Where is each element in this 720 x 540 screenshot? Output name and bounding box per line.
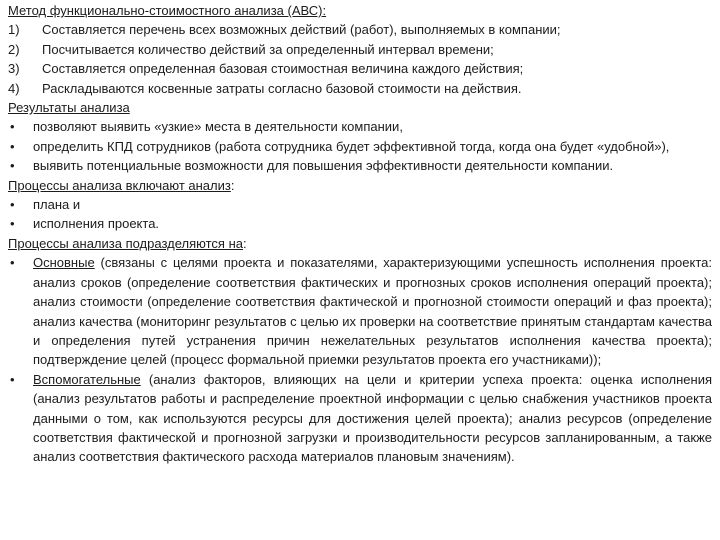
list-item-text: исполнения проекта.	[33, 216, 160, 232]
results-list	[8, 117, 712, 175]
includes-list	[8, 195, 712, 234]
steps-list	[8, 20, 712, 98]
bullet-icon: •	[10, 197, 15, 213]
bullet-icon: •	[10, 255, 15, 271]
list-item-text: плана и	[33, 197, 81, 213]
process-term: Вспомогательные	[33, 371, 141, 387]
bullet-icon: •	[10, 371, 15, 387]
includes-title-text: Процессы анализа включают анализ	[8, 177, 231, 193]
step-text: Составляется определенная базовая стоимостная величина каждого действия;	[42, 61, 524, 77]
step-number: 3)	[8, 61, 20, 77]
step-text: Посчитывается количество действий за определенный интервал времени;	[42, 41, 494, 57]
divided-title-colon: :	[242, 235, 247, 251]
list-item	[8, 137, 712, 156]
list-item	[8, 195, 712, 214]
step-text: Раскладываются косвенные затраты согласно базовой стоимости на действия.	[42, 80, 522, 96]
step-number: 4)	[8, 80, 20, 96]
list-item	[8, 214, 712, 233]
list-item	[8, 253, 712, 369]
list-item-text: выявить потенциальные возможности для повышения эффективности деятельности компании.	[33, 158, 614, 174]
step-text: Составляется перечень всех возможных действий (работ), выполняемых в компании;	[42, 22, 561, 38]
process-description: (связаны с целями проекта и показателями, характеризующими успешность исполнения проекта: анализ сроков (определение соответствия фактических и прогнозных сроков исполнения операций проекта); анализ стоимости (определение соответствия фактической и прогнозной стоимости операций и фаз проекта); анализ качества (мониторинг результатов с целью их проверки на соответствие принятым стандартам качества и определения путей устранения причин нежелательных результатов исполнения качества проекта); подтверждение целей (процесс формальной приемки результатов проекта его участниками));	[33, 255, 712, 368]
step-number: 1)	[8, 22, 20, 38]
list-item-text: определить КПД сотрудников (работа сотрудника будет эффективной тогда, когда она будет «удобной»),	[33, 138, 670, 154]
step-item	[8, 59, 712, 78]
step-item	[8, 40, 712, 59]
results-title-text: Результаты анализа	[8, 100, 130, 116]
list-item-text	[33, 370, 712, 467]
step-item	[8, 20, 712, 39]
divided-title	[8, 234, 712, 253]
divided-title-text: Процессы анализа подразделяются на	[8, 235, 243, 251]
list-item	[8, 117, 712, 136]
heading-text: Метод функционально-стоимостного анализа (АВС):	[8, 3, 327, 18]
list-item-text: позволяют выявить «узкие» места в деятельности компании,	[33, 119, 403, 135]
bullet-icon: •	[10, 158, 15, 174]
divided-list	[8, 253, 712, 466]
includes-title-colon: :	[230, 177, 235, 193]
bullet-icon: •	[10, 216, 15, 232]
process-description: (анализ факторов, влияющих на цели и критерии успеха проекта: оценка исполнения (анализ результатов работы и распределение проектной информации с целью снабжения участников проекта данными о том, как используются ресурсы для достижения целей проекта); анализ ресурсов (определение соответствия фактической и прогнозной загрузки и производительности ресурсов запланированным, а также анализ соответствия фактического расхода материалов плановым значениям).	[33, 371, 712, 465]
process-term: Основные	[33, 255, 95, 271]
step-item	[8, 79, 712, 98]
step-number: 2)	[8, 41, 20, 57]
results-title	[8, 98, 712, 117]
document-heading	[8, 1, 712, 20]
bullet-icon: •	[10, 138, 15, 154]
bullet-icon: •	[10, 119, 15, 135]
list-item	[8, 156, 712, 175]
includes-title	[8, 176, 712, 195]
list-item	[8, 370, 712, 467]
list-item-text	[33, 253, 712, 369]
